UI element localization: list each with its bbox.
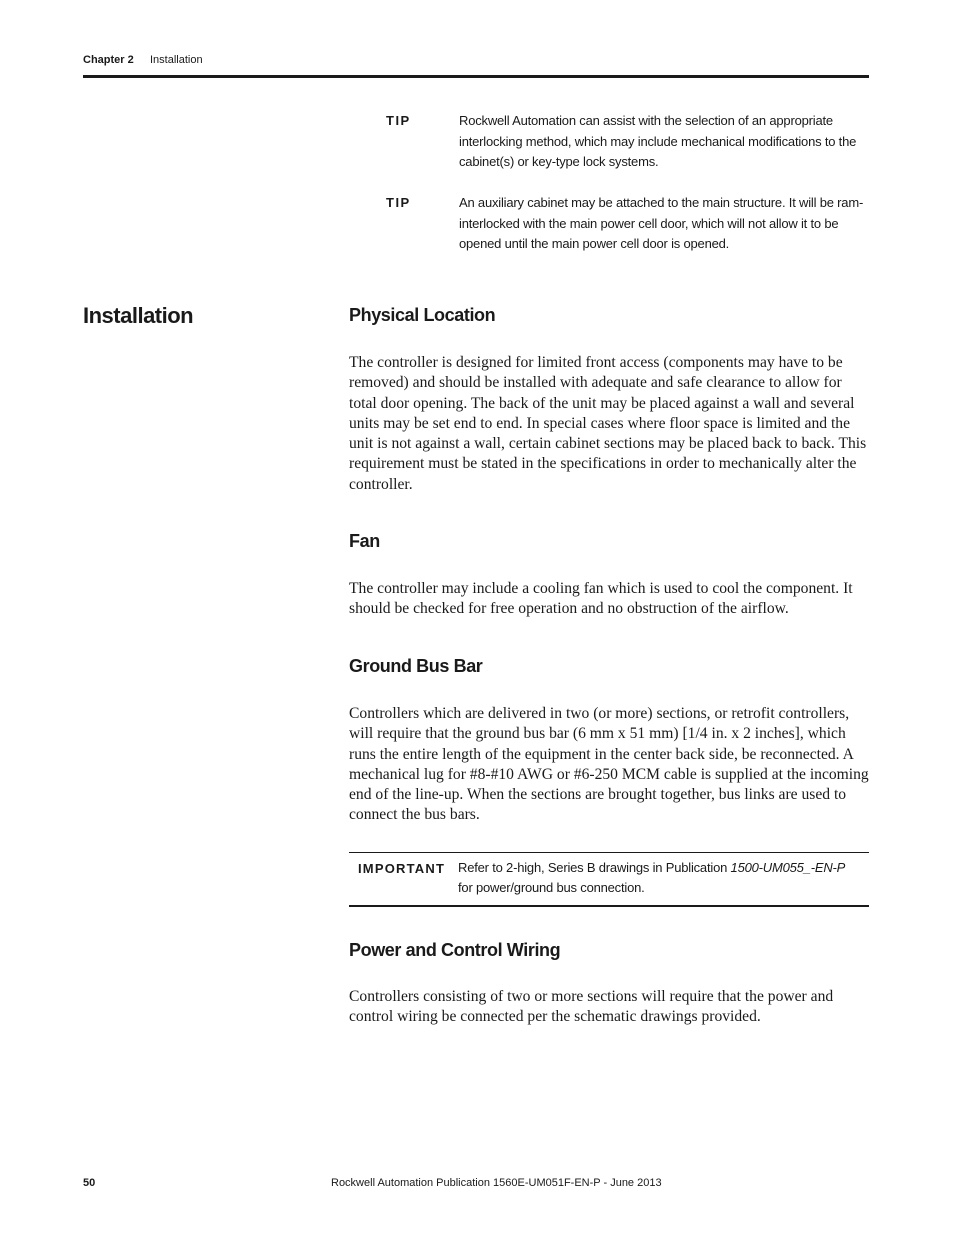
important-text-after: for power/ground bus connection. [458,880,645,895]
paragraph-power-control-wiring: Controllers consisting of two or more sections will require that the power and control wiring be connected per the schematic drawings provided. [349,988,834,1026]
section-title: Installation [83,303,194,328]
tip-label: TIP [386,113,411,128]
paragraph-ground-bus-bar: Controllers which are delivered in two (or more) sections, or retrofit controllers, will require that the ground bus bar (6 mm x 51 mm) [1/4 in. x 2 inches], which runs the entire length of the equipment in the center back side, be reconnected. A mechanical lug for #8-#10 AWG or #6-250 MCM cable is supplied at the incoming end of the line-up. When the sections are brought together, bus links are used to connect the bus bars. [349,705,869,824]
tip-label: TIP [386,195,411,210]
heading-physical-location: Physical Location [349,305,496,325]
publication-reference: 1500-UM055_-EN-P [730,860,846,875]
paragraph-physical-location: The controller is designed for limited front access (components may have to be removed) and should be installed with adequate and safe clearance to allow for total door opening. The back of the unit may be placed against a wall and several units may be set end to end. In special cases where floor space is limited and the unit is not against a wall, certain cabinet sections may be placed back to back. This requirement must be stated in the specifications in order to mechanically alter the controller. [349,354,867,493]
important-label: IMPORTANT [358,861,446,876]
important-text [458,858,858,898]
chapter-section-label: Installation [150,54,203,66]
tip-text: An auxiliary cabinet may be attached to the main structure. It will be ram-interlocked with the main power cell door, which will not allow it to be opened until the main power cell door is opened. [459,195,864,251]
important-box [349,852,869,907]
tip-text: Rockwell Automation can assist with the selection of an appropriate interlocking method, which may include mechanical modifications to the cabinet(s) or key-type lock systems. [459,113,857,169]
page-header [83,52,869,78]
heading-ground-bus-bar: Ground Bus Bar [349,656,483,676]
important-text-before: Refer to 2-high, Series B drawings in Publication [458,860,731,875]
heading-fan: Fan [349,531,380,551]
paragraph-fan: The controller may include a cooling fan which is used to cool the component. It should be checked for free operation and no obstruction of the airflow. [349,580,853,618]
chapter-label: Chapter 2 [83,54,134,66]
publication-footer: Rockwell Automation Publication 1560E-UM051F-EN-P - June 2013 [331,1177,662,1189]
page-number: 50 [83,1177,96,1189]
heading-power-control-wiring: Power and Control Wiring [349,940,561,960]
